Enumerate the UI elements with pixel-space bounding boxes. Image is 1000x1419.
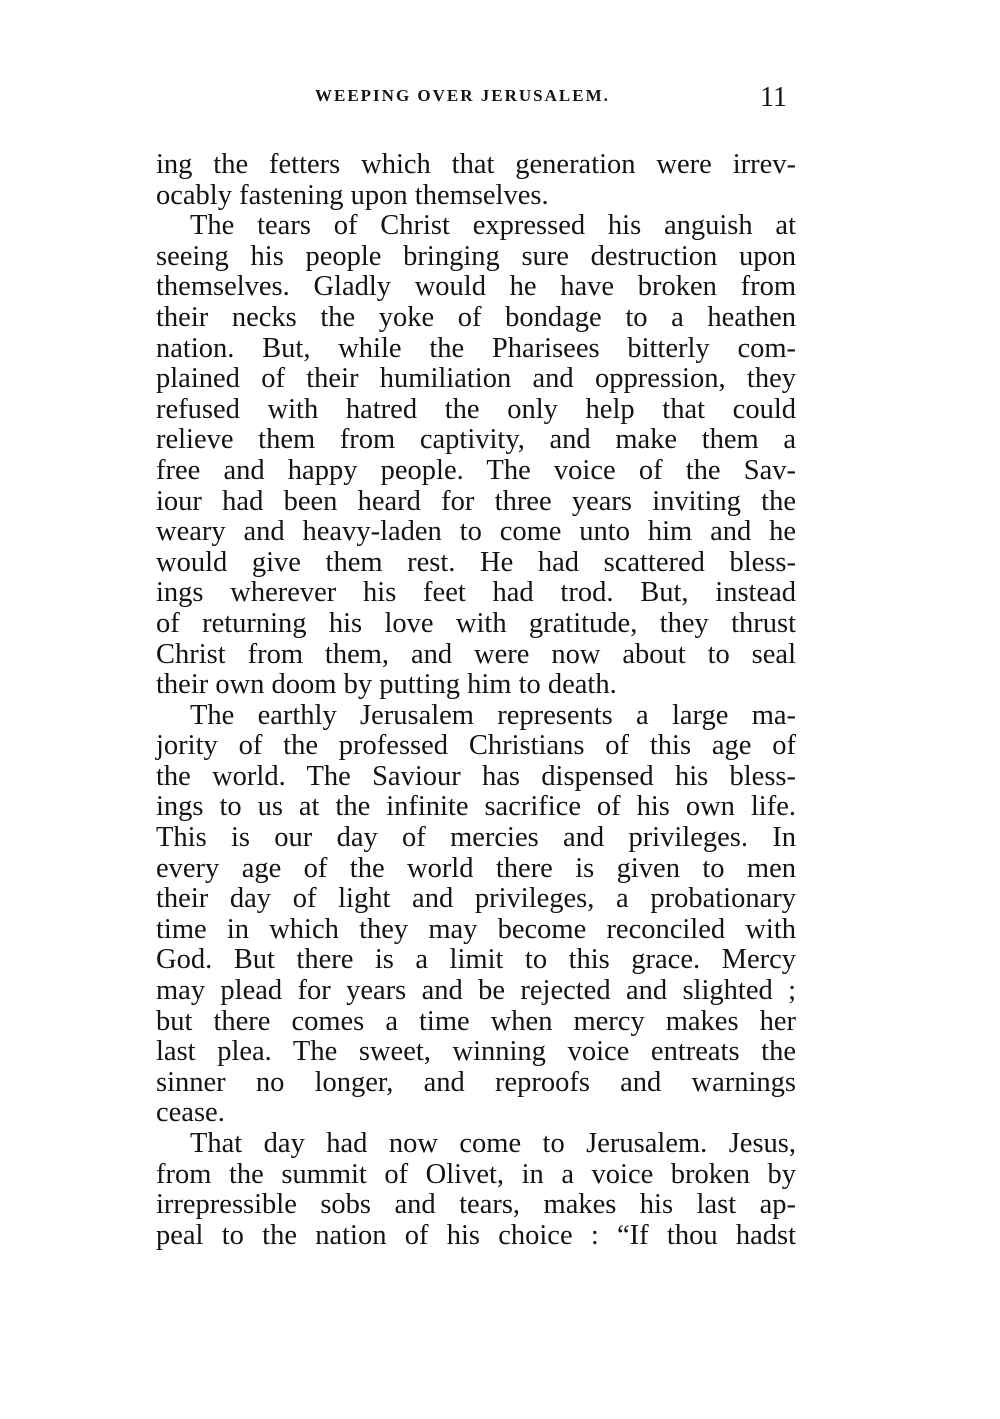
text-line: would give them rest. He had scattered bless- [156,546,796,578]
text-line: free and happy people. The voice of the Sav- [156,454,796,486]
text-line: Christ from them, and were now about to seal [156,638,796,670]
text-line: plained of their humiliation and oppression, they [156,363,796,395]
text-line: their necks the yoke of bondage to a heathen [156,301,796,333]
text-line: sinner no longer, and reproofs and warnings [156,1066,796,1098]
text-line: cease. [156,1097,225,1129]
text-line: the world. The Saviour has dispensed his bless- [156,760,796,792]
text-line: refused with hatred the only help that could [156,393,796,425]
text-line: This is our day of mercies and privileges. In [156,822,796,854]
text-line: their own doom by putting him to death. [156,669,617,701]
page-number: 11 [760,82,787,113]
text-line: The earthly Jerusalem represents a large ma- [190,699,796,731]
text-line: ings wherever his feet had trod. But, instead [156,577,796,609]
running-title: WEEPING OVER JERUSALEM. [315,86,610,105]
text-line: iour had been heard for three years inviting the [156,485,796,517]
text-line: but there comes a time when mercy makes her [156,1005,796,1037]
text-line: jority of the professed Christians of this age of [156,730,796,762]
text-line: their day of light and privileges, a probationary [156,883,796,915]
text-line: The tears of Christ expressed his anguish at [190,210,796,242]
text-line: That day had now come to Jerusalem. Jesus, [190,1128,796,1159]
text-line: from the summit of Olivet, in a voice broken by [156,1158,796,1190]
text-line: ings to us at the infinite sacrifice of his own life. [156,791,796,823]
text-line: time in which they may become reconciled with [156,913,796,945]
text-line: weary and heavy-laden to come unto him and he [156,516,796,548]
text-line: relieve them from captivity, and make them a [156,424,796,456]
text-line: God. But there is a limit to this grace. Mercy [156,944,796,976]
text-line: themselves. Gladly would he have broken from [156,271,796,303]
text-line: ocably fastening upon themselves. [156,179,549,211]
text-line: every age of the world there is given to men [156,852,796,884]
text-line: peal to the nation of his choice : “If thou hadst [156,1219,796,1251]
text-line: may plead for years and be rejected and slighted ; [156,975,796,1007]
text-line: seeing his people bringing sure destruction upon [156,240,796,272]
text-line: irrepressible sobs and tears, makes his last ap- [156,1189,796,1221]
text-line: nation. But, while the Pharisees bitterly com- [156,332,796,364]
text-line: last plea. The sweet, winning voice entreats the [156,1036,796,1068]
text-line: ing the fetters which that generation were irrev- [156,149,796,180]
body-text [156,150,796,1251]
text-line: of returning his love with gratitude, they thrust [156,607,796,639]
